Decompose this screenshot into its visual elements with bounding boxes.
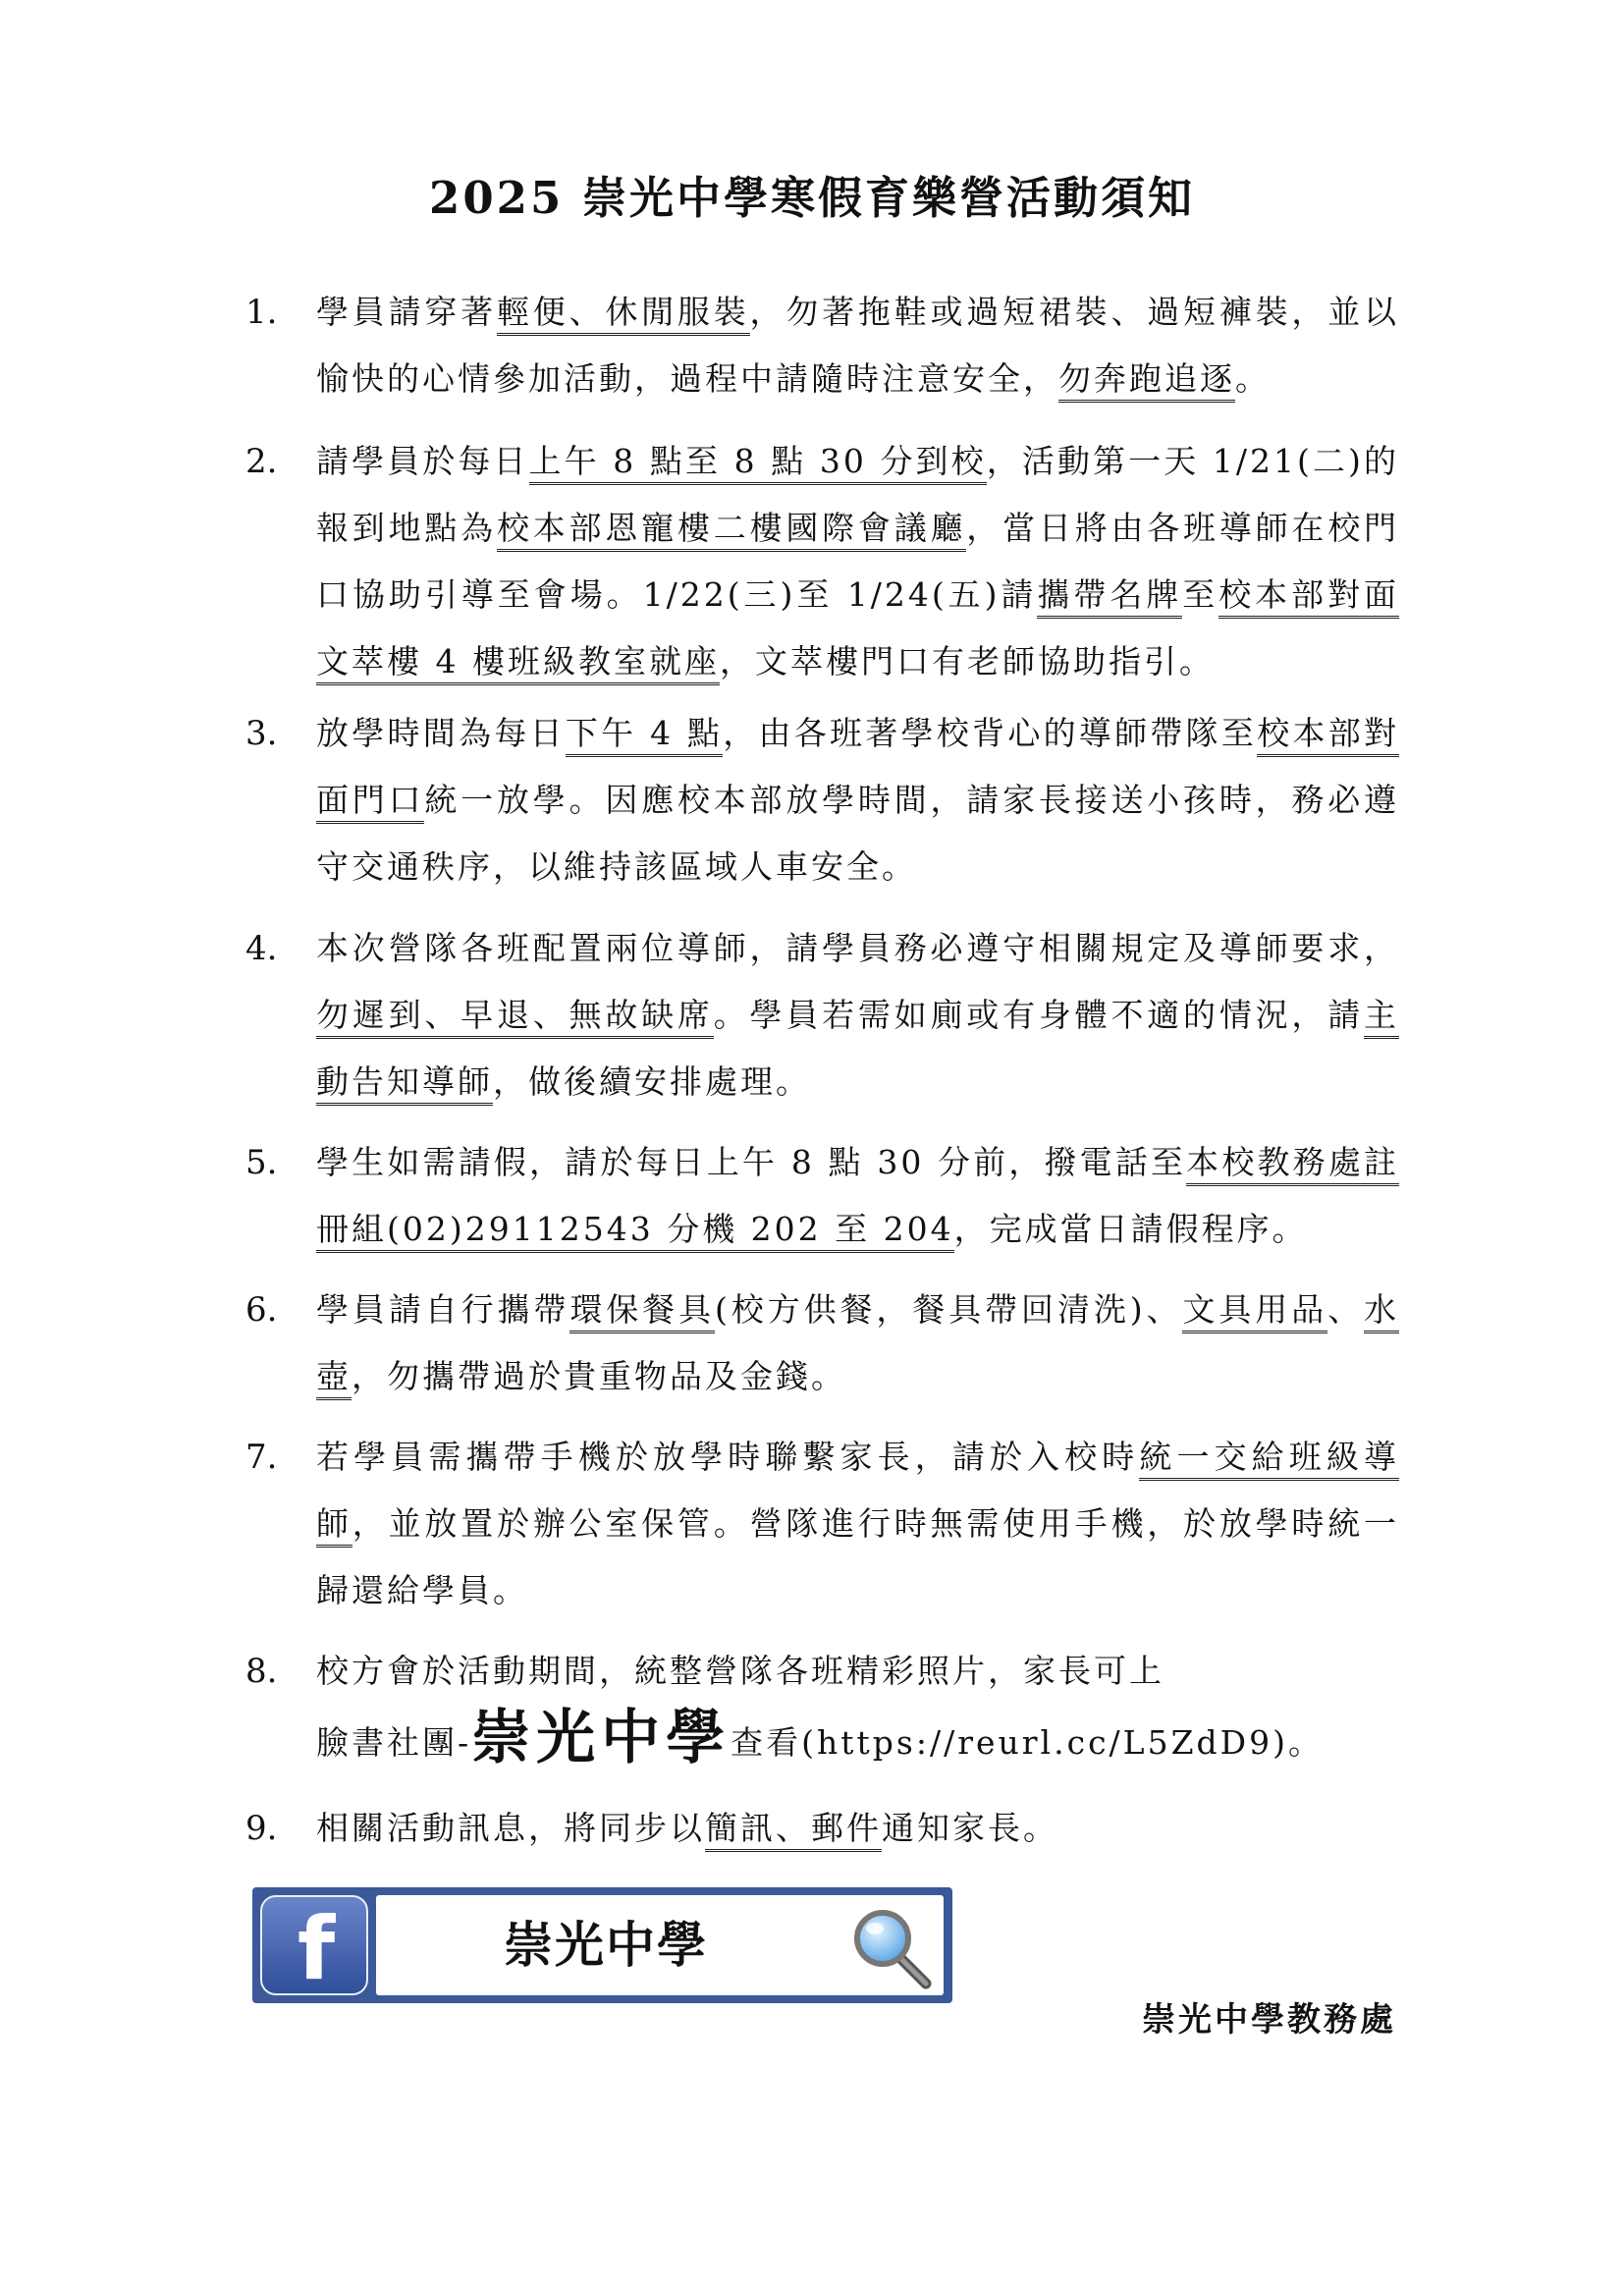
underlined-text: 校本部對面文萃樓 4 樓班級教室就座 [316, 575, 1399, 685]
item-text [316, 1795, 1399, 1862]
fb-line-prefix: 臉書社團- [316, 1723, 472, 1762]
magnifier-icon [847, 1903, 936, 1991]
text-run: 。學員若需如廁或有身體不適的情況，請 [713, 996, 1365, 1034]
text-run: ，完成當日請假程序。 [953, 1210, 1308, 1248]
underlined-text: 統一交給班級導師 [316, 1438, 1399, 1548]
text-run: 。 [1235, 359, 1271, 398]
item-text [316, 1129, 1399, 1263]
item-number: 9. [245, 1809, 278, 1848]
item-number: 5. [245, 1143, 278, 1182]
underlined-text: 簡訊、郵件 [705, 1809, 882, 1852]
text-run: ，活動第一天 1/21(二)的報到地點為 [316, 442, 1400, 547]
page-title: 2025 崇光中學寒假育樂營活動須知 [429, 172, 1195, 224]
underlined-text: 輕便、休閒服裝 [497, 293, 750, 336]
text-run: 統一放學。因應校本部放學時間，請家長接送小孩時，務必遵守交通秩序，以維持該區域人車安全。 [316, 781, 1400, 886]
search-text: 崇光中學 [504, 1917, 708, 1974]
list-item [245, 915, 1399, 1115]
underlined-text: 攜帶名牌 [1037, 575, 1182, 619]
item-text [316, 700, 1399, 900]
text-run: (校方供餐，餐具帶回清洗)、 [715, 1290, 1183, 1329]
text-run: ，勿攜帶過於貴重物品及金錢。 [352, 1357, 846, 1395]
text-run: 學生如需請假，請於每日上午 8 點 30 分前，撥電話至 [316, 1143, 1187, 1181]
text-run: ，並放置於辦公室保管。營隊進行時無需使用手機，於放學時統一歸還給學員。 [316, 1504, 1400, 1609]
list-item [245, 1129, 1399, 1263]
item-number: 8. [245, 1652, 278, 1691]
signature: 崇光中學教務處 [1142, 2000, 1396, 2040]
text-run: 請學員於每日 [316, 442, 529, 480]
list-item [245, 1277, 1399, 1410]
underlined-text: 主動告知導師 [316, 996, 1399, 1106]
item-text [316, 1638, 1399, 1705]
text-run: 學員請穿著 [316, 293, 497, 331]
item-text [316, 1277, 1399, 1410]
item-text [316, 1424, 1399, 1624]
item-text [316, 279, 1399, 412]
item-number: 6. [245, 1290, 278, 1330]
text-run: 通知家長。 [882, 1809, 1058, 1847]
item-number: 7. [245, 1438, 278, 1477]
underlined-text: 水壺 [316, 1290, 1399, 1400]
underlined-text: 本校教務處註冊組(02)29112543 分機 202 至 204 [316, 1143, 1399, 1253]
text-run: ，勿著拖鞋或過短裙裝、過短褲裝，並以愉快的心情參加活動，過程中請隨時注意安全， [316, 293, 1400, 398]
fb-group-name: 崇光中學 [471, 1704, 731, 1772]
text-run: 相關活動訊息，將同步以 [316, 1809, 705, 1847]
underlined-text: 文具用品 [1182, 1290, 1327, 1333]
facebook-search-banner[interactable] [252, 1887, 952, 2003]
text-run: ，由各班著學校背心的導師帶隊至 [723, 714, 1258, 752]
facebook-group-line [316, 1705, 1399, 1776]
text-run: 學員請自行攜帶 [316, 1290, 570, 1329]
underlined-text: 下午 4 點 [566, 714, 723, 757]
item-text [316, 915, 1399, 1115]
item-number: 4. [245, 929, 278, 968]
search-box[interactable] [376, 1895, 944, 1995]
underlined-text: 勿遲到、早退、無故缺席 [316, 996, 714, 1039]
underlined-text: 上午 8 點至 8 點 30 分到校 [529, 442, 987, 485]
text-run: 、 [1327, 1290, 1365, 1329]
underlined-text: 校本部恩寵樓二樓國際會議廳 [497, 509, 966, 552]
underlined-text: 環保餐具 [569, 1290, 715, 1333]
facebook-icon: f [260, 1895, 368, 1995]
list-item [245, 1795, 1399, 1862]
item-text [316, 428, 1399, 695]
fb-line-suffix: 查看(https://reurl.cc/L5ZdD9)。 [731, 1723, 1324, 1762]
list-item [245, 279, 1399, 412]
list-item [245, 428, 1399, 695]
list-item [245, 700, 1399, 900]
text-run: ，當日將由各班導師在校門口協助引導至會場。1/22(三)至 1/24(五)請 [316, 509, 1400, 614]
list-item [245, 1638, 1399, 1776]
item-number: 3. [245, 714, 278, 753]
text-run: ，文萃樓門口有老師協助指引。 [719, 642, 1215, 680]
text-run: ，做後續安排處理。 [493, 1062, 811, 1101]
list-item [245, 1424, 1399, 1624]
text-run: 放學時間為每日 [316, 714, 566, 752]
text-run: 校方會於活動期間，統整營隊各班精彩照片，家長可上 [316, 1652, 1164, 1690]
text-run: 若學員需攜帶手機於放學時聯繫家長，請於入校時 [316, 1438, 1140, 1476]
underlined-text: 勿奔跑追逐 [1058, 359, 1235, 403]
text-run: 本次營隊各班配置兩位導師，請學員務必遵守相關規定及導師要求， [316, 929, 1399, 967]
underlined-text: 校本部對面門口 [316, 714, 1399, 824]
item-number: 2. [245, 442, 278, 481]
item-number: 1. [245, 293, 278, 332]
text-run: 至 [1182, 575, 1219, 614]
